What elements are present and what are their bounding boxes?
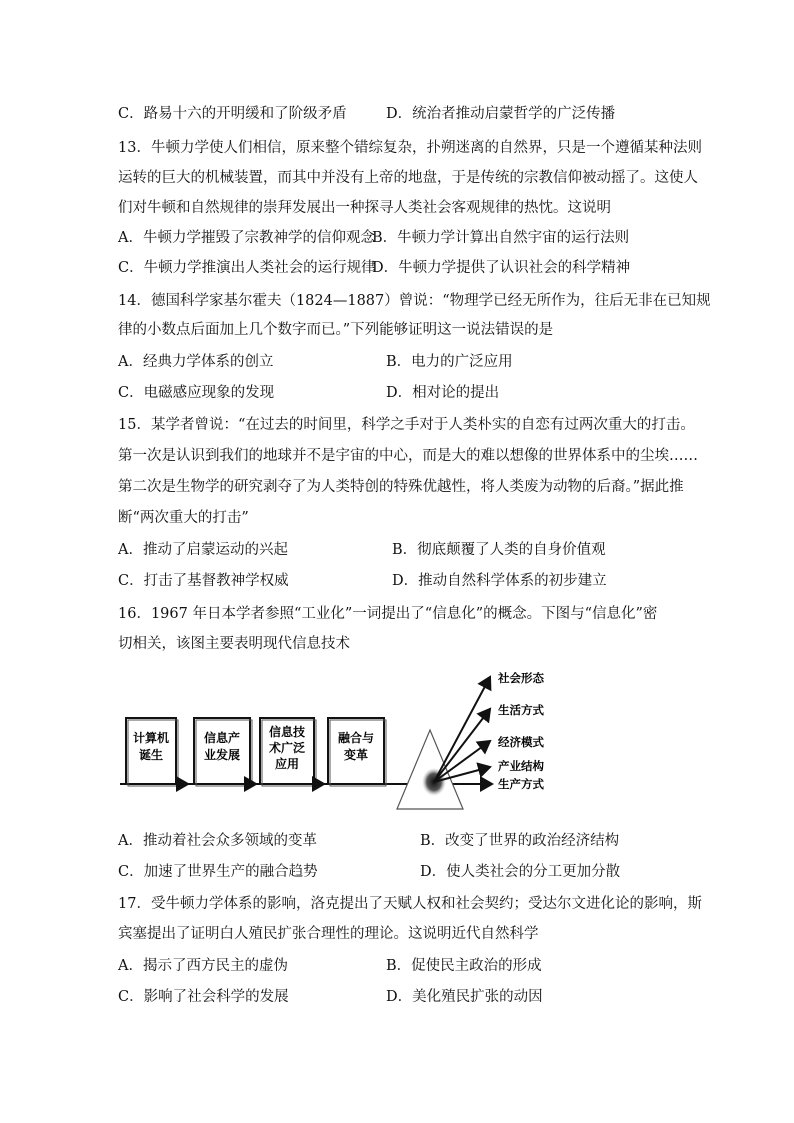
q15-option-b: B．彻底颠覆了人类的自身价值观	[392, 542, 606, 558]
box-info-tech-application	[260, 718, 316, 786]
ray-label-industry-structure: 产业结构	[498, 759, 544, 773]
ray-label-lifestyle: 生活方式	[498, 703, 544, 717]
box1-label-line-2: 诞生	[138, 748, 164, 762]
prism-icon	[397, 730, 463, 809]
q15-stem-line-3: 第二次是生物学的研究剥夺了为人类特创的特殊优越性，将人类废为动物的后裔。”据此推	[118, 479, 684, 495]
q13-option-b: B．牛顿力学计算出自然宇宙的运行法则	[372, 230, 630, 246]
q13-stem-line-3: 们对牛顿和自然规律的崇拜发展出一种探寻人类社会客观规律的热忱。这说明	[118, 200, 611, 216]
q14-option-c: C．电磁感应现象的发现	[118, 385, 275, 401]
q13-stem-line-1: 13．牛顿力学使人们相信，原来整个错综复杂，扑朔迷离的自然界，只是一个遵循某种法则	[118, 140, 702, 156]
q16-option-a: A．推动着社会众多领域的变革	[118, 833, 317, 849]
q17-stem-line-2: 宾塞提出了证明白人殖民扩张合理性的理论。这说明近代自然科学	[118, 926, 539, 942]
box-fusion-transformation	[328, 718, 386, 786]
q14-option-b: B．电力的广泛应用	[386, 354, 513, 370]
q16-stem-line-2: 切相关，该图主要表明现代信息技术	[118, 636, 350, 652]
q15-stem-line-2: 第一次是认识到我们的地球并不是宇宙的中心，而是大的难以想像的世界体系中的尘埃……	[118, 448, 698, 464]
q13-option-a: A．牛顿力学摧毁了宗教神学的信仰观念	[118, 230, 375, 246]
q16-option-d: D．使人类社会的分工更加分散	[420, 864, 621, 880]
q16-option-c: C．加速了世界生产的融合趋势	[118, 864, 318, 880]
q15-stem-line-1: 15．某学者曾说：“在过去的时间里，科学之手对于人类朴实的自恋有过两次重大的打击。	[118, 417, 695, 433]
q17-option-c: C．影响了社会科学的发展	[118, 989, 289, 1005]
box2-label-line-2: 业发展	[203, 748, 241, 762]
q15-option-d: D．推动自然科学体系的初步建立	[392, 573, 607, 589]
box3-label-line-3: 应用	[274, 757, 300, 771]
q15-option-a: A．推动了启蒙运动的兴起	[118, 542, 288, 558]
q16-option-b: B．改变了世界的政治经济结构	[420, 833, 620, 849]
q13-option-d: D．牛顿力学提供了认识社会的科学精神	[372, 260, 631, 276]
q12-option-c: C．路易十六的开明缓和了阶级矛盾	[118, 106, 347, 122]
box4-label-line-1: 融合与	[337, 731, 375, 745]
box3-label-line-2: 术广泛	[268, 741, 306, 755]
q17-option-a: A．揭示了西方民主的虚伪	[118, 958, 288, 974]
box1-label-line-1: 计算机	[132, 731, 170, 745]
box2-label-line-1: 信息产	[203, 731, 241, 745]
q17-stem-line-1: 17．受牛顿力学体系的影响，洛克提出了天赋人权和社会契约；受达尔文进化论的影响，斯	[118, 896, 702, 912]
ray-label-social-form: 社会形态	[498, 671, 544, 685]
q14-option-a: A．经典力学体系的创立	[118, 354, 274, 370]
ray-label-production-mode: 生产方式	[498, 777, 544, 791]
q14-option-d: D．相对论的提出	[386, 385, 500, 401]
q12-option-d: D．统治者推动启蒙哲学的广泛传播	[386, 106, 616, 122]
q15-stem-line-4: 断“两次重大的打击”	[118, 510, 249, 526]
q17-option-b: B．促使民主政治的形成	[386, 958, 542, 974]
dispersion-rays	[434, 677, 490, 782]
box3-label-line-1: 信息技	[268, 725, 306, 739]
q13-option-c: C．牛顿力学推演出人类社会的运行规律	[118, 260, 376, 276]
q16-stem-line-1: 16．1967 年日本学者参照“工业化”一词提出了“信息化”的概念。下图与“信息化”密	[118, 606, 658, 622]
informatization-diagram	[120, 664, 560, 814]
box-info-industry	[194, 718, 252, 786]
box4-label-line-2: 变革	[343, 748, 369, 762]
q15-option-c: C．打击了基督教神学权威	[118, 573, 289, 589]
q13-stem-line-2: 运转的巨大的机械装置，而其中并没有上帝的地盘，于是传统的宗教信仰被动摇了。这使人	[118, 170, 698, 186]
q14-stem-line-2: 律的小数点后面加上几个数字而已。”下列能够证明这一说法错误的是	[118, 322, 554, 338]
q14-stem-line-1: 14．德国科学家基尔霍夫（1824—1887）曾说：“物理学已经无所作为，往后无非在已知规	[118, 293, 711, 309]
box-computer-birth	[126, 718, 178, 786]
ray-label-economic-model: 经济模式	[498, 735, 544, 749]
q17-option-d: D．美化殖民扩张的动因	[386, 989, 543, 1005]
